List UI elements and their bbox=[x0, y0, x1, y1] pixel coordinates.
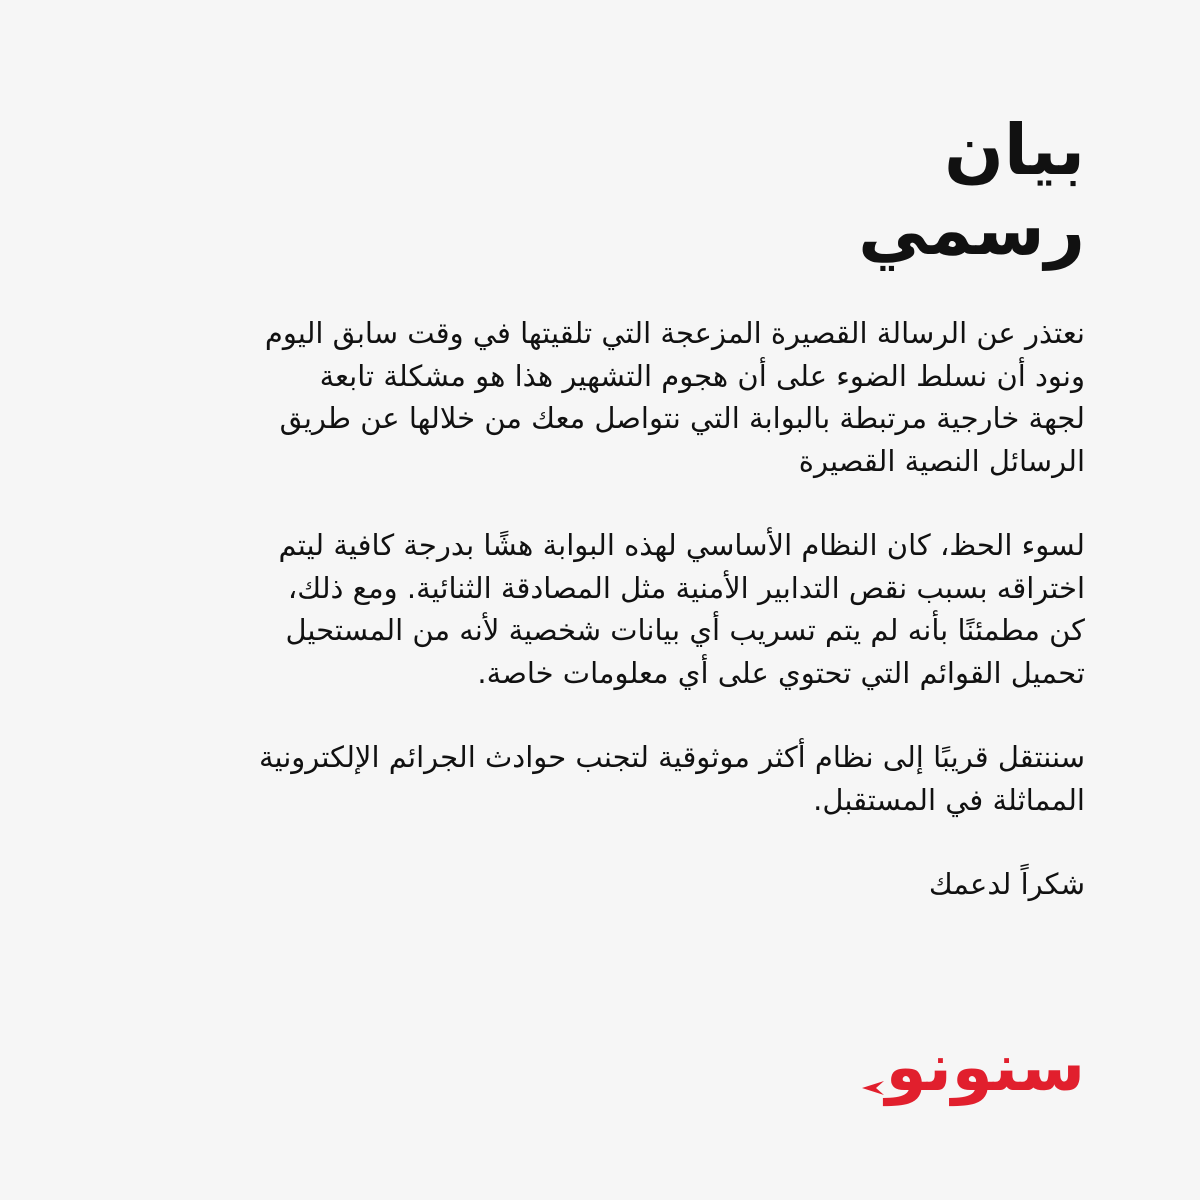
text-line: تحميل القوائم التي تحتوي على أي معلومات خاصة. bbox=[477, 655, 1085, 690]
text-line: لجهة خارجية مرتبطة بالبوابة التي نتواصل معك من خلالها عن طريق bbox=[279, 401, 1085, 435]
statement-body bbox=[125, 312, 1085, 905]
text-line: نعتذر عن الرسالة القصيرة المزعجة التي تلقيتها في وقت سابق اليوم bbox=[264, 316, 1085, 350]
text-line: المماثلة في المستقبل. bbox=[813, 782, 1085, 817]
paragraph-next-steps bbox=[125, 736, 1085, 821]
swallow-tail-icon bbox=[862, 1081, 884, 1095]
text-line: اختراقه بسبب نقص التدابير الأمنية مثل المصادقة الثنائية. ومع ذلك، bbox=[287, 570, 1085, 605]
brand-logo-text: سنونو bbox=[885, 1029, 1085, 1106]
text-line: ونود أن نسلط الضوء على أن هجوم التشهير هذا هو مشكلة تابعة bbox=[319, 358, 1085, 393]
page-title bbox=[125, 110, 1085, 270]
paragraph-explanation bbox=[125, 524, 1085, 694]
paragraph-apology bbox=[125, 312, 1085, 482]
text-line: كن مطمئنًا بأنه لم يتم تسريب أي بيانات شخصية لأنه من المستحيل bbox=[285, 613, 1085, 647]
text-line: الرسائل النصية القصيرة bbox=[798, 443, 1085, 478]
official-statement bbox=[125, 110, 1085, 905]
text-line: لسوء الحظ، كان النظام الأساسي لهذه البوابة هشًا بدرجة كافية ليتم bbox=[278, 528, 1085, 562]
title-line-2: رسمي bbox=[858, 189, 1085, 271]
text-line: سننتقل قريبًا إلى نظام أكثر موثوقية لتجنب حوادث الجرائم الإلكترونية bbox=[258, 740, 1085, 774]
swallow-tail-shape bbox=[862, 1081, 884, 1095]
brand-logo bbox=[862, 1028, 1085, 1108]
title-line-1: بيان bbox=[944, 109, 1085, 191]
closing-thanks: شكراً لدعمك bbox=[928, 867, 1085, 901]
